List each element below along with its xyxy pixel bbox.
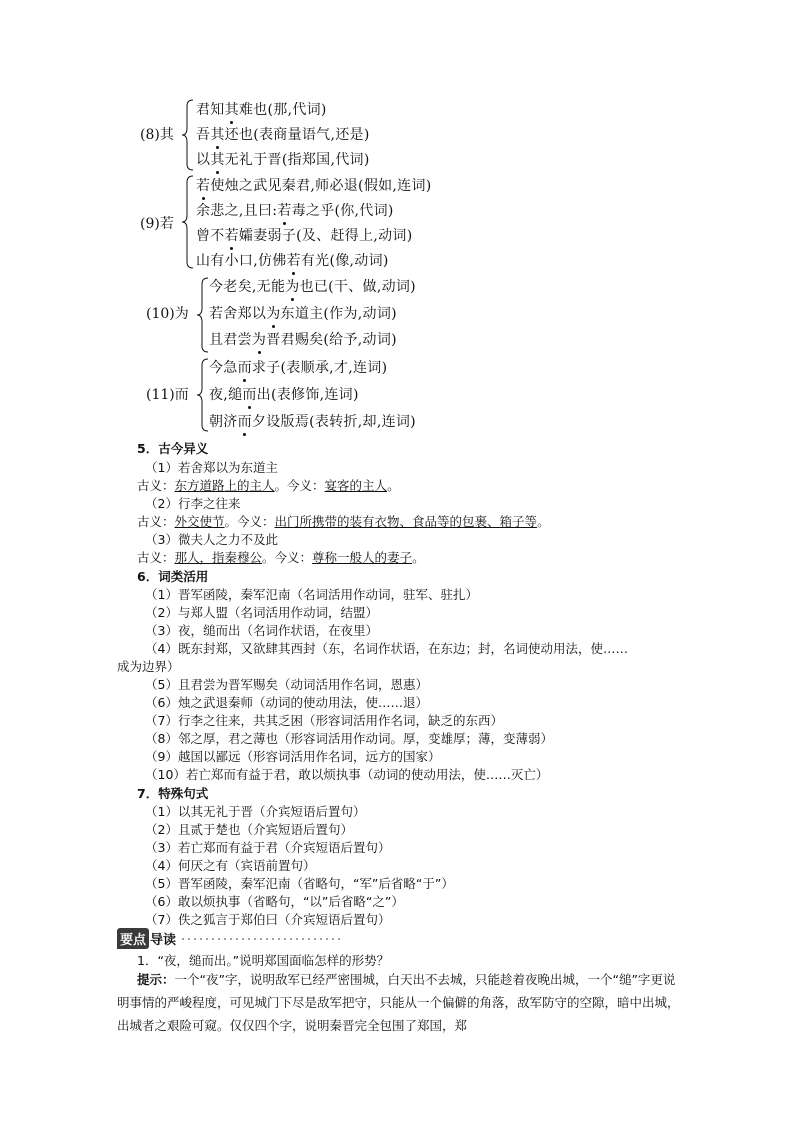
usage-line: 今老矣,无能为也已(干、做,动词) — [209, 276, 416, 296]
section-title: 6．词类活用 — [137, 569, 209, 584]
section-title: 7．特殊句式 — [137, 786, 209, 801]
particle-label: (8)其 — [140, 127, 174, 143]
usage-line: 君知其难也(那,代词) — [196, 99, 327, 119]
list-item: （2）与郑人盟（名词活用作动词，结盟） — [145, 605, 378, 620]
usage-line: 余悲之,且曰:若毒之乎(你,代词) — [196, 200, 394, 220]
usage-line: 吾其还也(表商量语气,还是) — [196, 124, 370, 144]
list-item: （1）若舍郑以为东道主 — [145, 460, 278, 475]
list-item: （6）敢以烦执事（省略句，“以”后省略“之”） — [145, 894, 404, 909]
section-title: 5．古今异义 — [137, 441, 209, 456]
usage-line: 朝济而夕设版焉(表转折,却,连词) — [209, 411, 416, 431]
particle-label: (10)为 — [146, 306, 189, 322]
brace-icon — [181, 174, 195, 270]
usage-line: 夜,缒而出(表修饰,连词) — [209, 384, 359, 404]
list-item: （3）若亡郑而有益于君（介宾短语后置句） — [145, 840, 391, 855]
usage-line: 以其无礼于晋(指郑国,代词) — [196, 149, 370, 169]
list-item: 古义：外交使节。今义：出门所携带的装有衣物、食品等的包裹、箱子等。 — [137, 514, 550, 529]
list-item: （2）行李之往来 — [145, 496, 241, 511]
list-item: 古义：东方道路上的主人。今义：宴客的主人。 — [137, 478, 400, 493]
list-item: （7）行李之往来，共其乏困（形容词活用作名词，缺乏的东西） — [145, 713, 503, 728]
list-item: （4）何厌之有（宾语前置句） — [145, 858, 316, 873]
list-item: （10）若亡郑而有益于君，敢以烦执事（动词的使动用法，使……灭亡） — [145, 767, 549, 782]
banner-text: 导读 — [150, 933, 177, 948]
particle-label: (11)而 — [146, 387, 189, 403]
list-item: （1）以其无礼于晋（介宾短语后置句） — [145, 804, 366, 819]
list-item: （9）越国以鄙远（形容词活用作名词，远方的国家） — [145, 749, 441, 764]
list-item: （6）烛之武退秦师（动词的使动用法，使……退） — [145, 695, 428, 710]
usage-line: 曾不若孀妻弱子(及、赶得上,动词) — [196, 225, 413, 245]
list-item: （3）夜，缒而出（名词作状语，在夜里） — [145, 623, 378, 638]
list-item: 古义：那人，指秦穆公。今义：尊称一般人的妻子。 — [137, 550, 425, 565]
list-item: （4）既东封郑，又欲肆其西封（东，名词作状语，在东边；封，名词使动用法，使…… — [145, 641, 628, 656]
list-item: （7）佚之狐言于郑伯曰（介宾短语后置句） — [145, 912, 391, 927]
brace-icon — [196, 276, 210, 354]
usage-line: 且君尝为晋君赐矣(给予,动词) — [209, 329, 397, 349]
particle-label: (9)若 — [140, 216, 174, 232]
list-item: （5）且君尝为晋军赐矣（动词活用作名词，恩惠） — [145, 677, 428, 692]
usage-line: 若舍郑以为东道主(作为,动词) — [209, 303, 397, 323]
brace-icon — [181, 98, 195, 172]
list-item: （8）邻之厚，君之薄也（形容词活用作动词。厚，变雄厚；薄，变薄弱） — [145, 731, 553, 746]
usage-line: 山有小口,仿佛若有光(像,动词) — [196, 250, 389, 270]
list-item: （2）且贰于楚也（介宾短语后置句） — [145, 822, 353, 837]
banner-badge: 要点 — [117, 928, 149, 949]
brace-icon — [196, 357, 210, 433]
list-item: （1）晋军函陵，秦军氾南（名词活用作动词，驻军、驻扎） — [145, 587, 478, 602]
usage-line: 今急而求子(表顺承,才,连词) — [209, 357, 387, 377]
section-banner — [117, 928, 340, 948]
guide-hint: 提示：一个“夜”字，说明敌军已经严密围城，白天出不去城，只能趁着夜晚出城，一个“缒”字更说明事情的严峻程度，可见城门下尽是敌军把守，只能从一个偏僻的角落，敌军防守的空隙，暗中出城，出城者之艰险可窥。仅仅四个字，说明秦晋完全包围了郑国，郑 — [117, 972, 680, 1033]
list-item: （3）微夫人之力不及此 — [145, 532, 278, 547]
list-item: （5）晋军函陵，秦军氾南（省略句，“军”后省略“于”） — [145, 876, 454, 891]
usage-line: 若使烛之武见秦君,师必退(假如,连词) — [196, 175, 432, 195]
dotted-rule — [180, 936, 340, 944]
guide-question: 1．“夜，缒而出。”说明郑国面临怎样的形势？ — [137, 953, 390, 968]
list-item-continued: 成为边界） — [117, 659, 180, 674]
